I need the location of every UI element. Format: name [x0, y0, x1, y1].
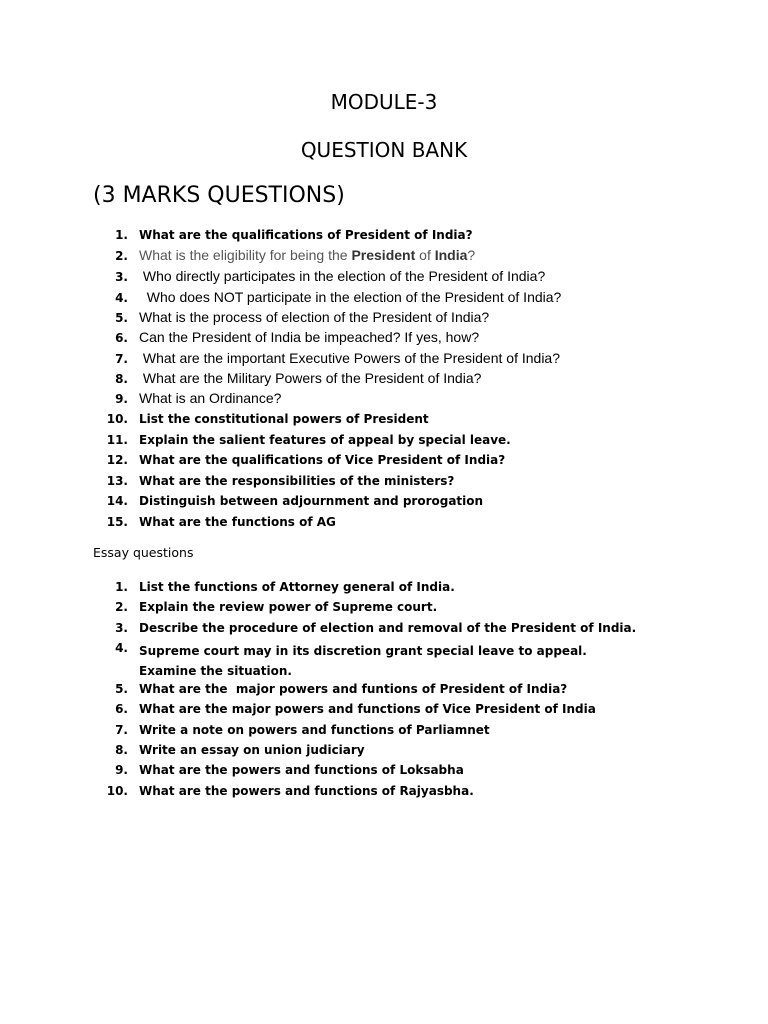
item-text: Write a note on powers and functions of Parliamnet — [139, 723, 490, 737]
item-number: 7. — [115, 352, 128, 366]
item-number: 8. — [115, 743, 128, 757]
item-number: 13. — [106, 474, 128, 488]
item-number: 6. — [115, 702, 128, 716]
item-text: What are the qualifications of Vice President of India? — [139, 453, 506, 467]
item-number: 10. — [106, 784, 128, 798]
item-number: 1. — [115, 580, 128, 594]
item-number: 11. — [106, 433, 128, 447]
item-number: 15. — [106, 515, 128, 529]
item-number: 5. — [115, 311, 128, 325]
item-text: Who directly participates in the election of the President of India? — [139, 268, 546, 284]
item-text: What are the Military Powers of the President of India? — [139, 370, 482, 386]
item-number: 3. — [115, 270, 128, 284]
item-text: What are the major powers and functions of Vice President of India — [139, 702, 596, 716]
item-text: Write an essay on union judiciary — [139, 743, 365, 757]
item-text: What is the eligibility for being the President of India? — [139, 247, 476, 263]
item-text: Supreme court may in its discretion grant special leave to appeal. Examine the situation. — [139, 644, 587, 678]
three-marks-heading: (3 MARKS QUESTIONS) — [93, 183, 345, 208]
item-number: 14. — [106, 494, 128, 508]
item-number: 4. — [115, 291, 128, 305]
item-number: 8. — [115, 372, 128, 386]
item-text: What are the functions of AG — [139, 515, 336, 529]
item-text: What are the powers and functions of Rajyasbha. — [139, 784, 474, 798]
item-number: 9. — [115, 392, 128, 406]
item-text: Distinguish between adjournment and prorogation — [139, 494, 484, 508]
item-number: 7. — [115, 723, 128, 737]
item-text: Explain the review power of Supreme court. — [139, 600, 438, 614]
item-text: What is the process of election of the President of India? — [139, 309, 490, 325]
item-number: 4. — [115, 641, 128, 655]
item-number: 2. — [115, 600, 128, 614]
item-number: 3. — [115, 621, 128, 635]
item-number: 5. — [115, 682, 128, 696]
item-number: 2. — [115, 249, 128, 263]
question-bank-title: QUESTION BANK — [300, 138, 468, 162]
item-number: 10. — [106, 412, 128, 426]
essay-heading: Essay questions — [93, 545, 194, 560]
item-text: Describe the procedure of election and removal of the President of India. — [139, 621, 637, 635]
item-text: List the constitutional powers of President — [139, 412, 429, 426]
item-text: Can the President of India be impeached? If yes, how? — [139, 329, 480, 345]
item-text: What is an Ordinance? — [139, 390, 282, 406]
item-number: 1. — [115, 228, 128, 242]
item-text: List the functions of Attorney general of India. — [139, 580, 455, 594]
item-text: Explain the salient features of appeal by special leave. — [139, 433, 511, 447]
item-text: What are the major powers and funtions of President of India? — [139, 682, 568, 696]
module-title: MODULE-3 — [330, 90, 438, 114]
item-text: What are the responsibilities of the ministers? — [139, 474, 455, 488]
item-text: What are the qualifications of President of India? — [139, 228, 473, 242]
item-text: Who does NOT participate in the election of the President of India? — [139, 289, 562, 305]
item-text: What are the powers and functions of Loksabha — [139, 763, 464, 777]
item-number: 12. — [106, 453, 128, 467]
item-text: What are the important Executive Powers of the President of India? — [139, 350, 560, 366]
item-number: 6. — [115, 331, 128, 345]
item-number: 9. — [115, 763, 128, 777]
